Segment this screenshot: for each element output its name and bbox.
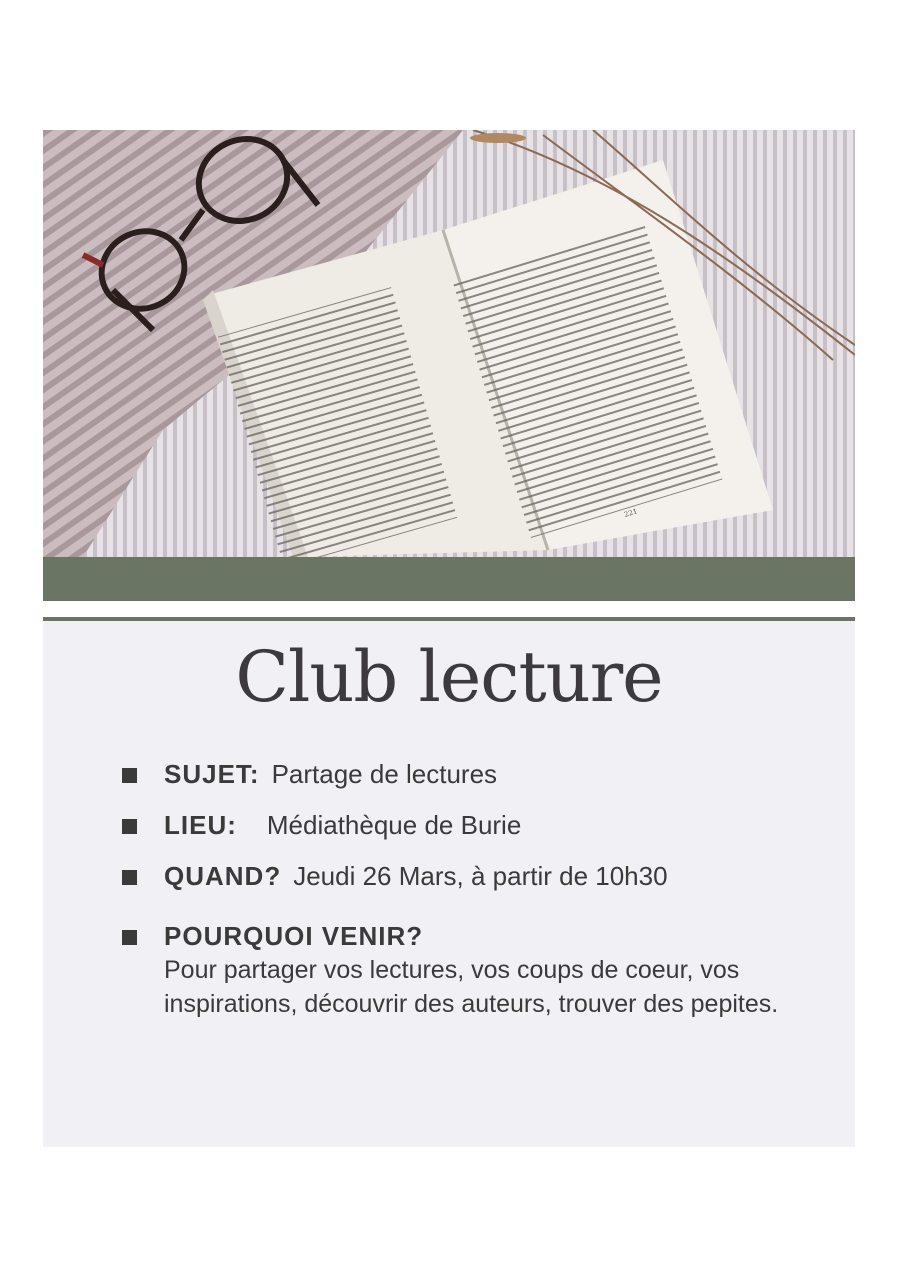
list-item-when (122, 859, 842, 893)
bullet-square-icon (122, 930, 137, 945)
book-and-glasses-image (43, 130, 855, 557)
bullet-square-icon (122, 819, 137, 834)
list-item-subject (122, 757, 842, 791)
item-value: Médiathèque de Burie (266, 810, 522, 840)
list-item-why (122, 919, 842, 1021)
info-list (122, 757, 842, 1038)
item-label: QUAND? (164, 861, 282, 891)
item-label: LIEU: (164, 810, 237, 840)
book-page-number: 221 (623, 507, 639, 519)
why-line-2: inspirations, découvrir des auteurs, trouver des pepites. (164, 990, 779, 1018)
header-photo (43, 130, 855, 557)
why-line-1: Pour partager vos lectures, vos coups de coeur, vos (164, 956, 740, 984)
item-label: SUJET: (164, 759, 260, 789)
page-title: Club lecture (235, 636, 663, 718)
bullet-square-icon (122, 768, 137, 783)
item-value: Partage de lectures (271, 759, 498, 789)
separator-gap (43, 601, 855, 617)
item-label: POURQUOI VENIR? (164, 921, 424, 951)
separator-line (43, 617, 855, 621)
list-item-location (122, 808, 842, 842)
bullet-square-icon (122, 870, 137, 885)
item-value: Jeudi 26 Mars, à partir de 10h30 (293, 861, 668, 891)
header-band (43, 557, 855, 601)
